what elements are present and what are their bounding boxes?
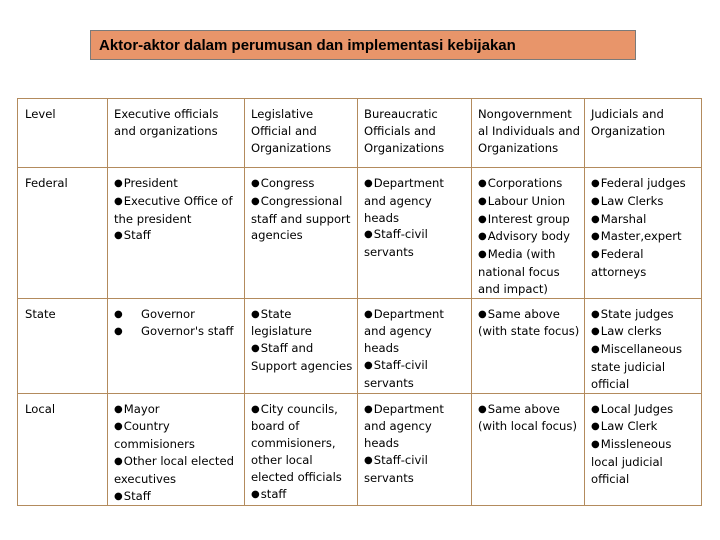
bullet-item: ● Staff — [114, 488, 241, 506]
header-level: Level — [18, 99, 108, 168]
bullet-item: ● Department and agency heads — [364, 306, 468, 357]
header-bureaucratic: Bureaucratic Officials and Organizations — [358, 99, 472, 168]
bullet-item: ● Department and agency heads — [364, 175, 468, 226]
bullet-item: ● Department and agency heads — [364, 401, 468, 452]
bullet-item: ● Federal judges — [591, 175, 698, 193]
bullet-item: ● Governor — [114, 306, 241, 324]
state-executive-cell — [108, 298, 245, 393]
bullet-item: ● Local Judges — [591, 401, 698, 419]
state-bureaucratic-cell — [358, 298, 472, 393]
bullet-item: ● Marshal — [591, 211, 698, 229]
bullet-item: ● State judges — [591, 306, 698, 324]
local-level: Local — [18, 393, 108, 506]
bullet-item: ● Staff-civil servants — [364, 357, 468, 392]
bullet-item: ● Labour Union — [478, 193, 581, 211]
bullet-item: ● Miscellaneous state judicial official — [591, 341, 698, 392]
state-legislative-cell — [245, 298, 358, 393]
state-judicials-cell — [585, 298, 702, 393]
bullet-item: ● Governor's staff — [114, 323, 241, 341]
bullet-item: ● Missleneous local judicial official — [591, 436, 698, 487]
federal-row — [18, 168, 702, 299]
bullet-item: ● Executive Office of the president — [114, 193, 241, 228]
bullet-item: ● Master,expert — [591, 228, 698, 246]
bullet-item: ● Federal attorneys — [591, 246, 698, 281]
bullet-item: ● Staff — [114, 227, 241, 245]
bullet-item: ● Mayor — [114, 401, 241, 419]
bullet-item: ● Congress — [251, 175, 354, 193]
state-nongovernment-cell — [472, 298, 585, 393]
bullet-item: ● Same above (with state focus) — [478, 306, 581, 341]
federal-legislative-cell — [245, 168, 358, 299]
bullet-item: ● President — [114, 175, 241, 193]
header-executive: Executive officials and organizations — [108, 99, 245, 168]
bullet-item: ● Other local elected executives — [114, 453, 241, 488]
state-row — [18, 298, 702, 393]
bullet-item: ● State legislature — [251, 306, 354, 341]
bullet-item: ● staff — [251, 486, 354, 504]
header-judicials: Judicials and Organization — [585, 99, 702, 168]
bullet-item: ● Interest group — [478, 211, 581, 229]
federal-judicials-cell — [585, 168, 702, 299]
bullet-item: ● Law Clerks — [591, 193, 698, 211]
actors-table — [17, 98, 702, 506]
bullet-item: ● Country commisioners — [114, 418, 241, 453]
federal-executive-cell — [108, 168, 245, 299]
state-level: State — [18, 298, 108, 393]
local-executive-cell — [108, 393, 245, 506]
bullet-item: ● Law Clerk — [591, 418, 698, 436]
bullet-item: ● Corporations — [478, 175, 581, 193]
bullet-item: ● Staff-civil servants — [364, 226, 468, 261]
bullet-item: ● Congressional staff and support agencies — [251, 193, 354, 244]
bullet-item: ● City councils, board of commisioners, other local elected officials — [251, 401, 354, 486]
local-row — [18, 393, 702, 506]
federal-bureaucratic-cell — [358, 168, 472, 299]
local-bureaucratic-cell — [358, 393, 472, 506]
federal-nongovernment-cell — [472, 168, 585, 299]
bullet-item: ● Advisory body — [478, 228, 581, 246]
local-legislative-cell — [245, 393, 358, 506]
bullet-item: ● Media (with national focus and impact) — [478, 246, 581, 297]
federal-level: Federal — [18, 168, 108, 299]
slide-title: Aktor-aktor dalam perumusan dan implementasi kebijakan — [90, 30, 636, 60]
bullet-item: ● Staff and Support agencies — [251, 340, 354, 375]
bullet-item: ● Same above (with local focus) — [478, 401, 581, 436]
bullet-item: ● Staff-civil servants — [364, 452, 468, 487]
header-nongovernment: Nongovernment al Individuals and Organizations — [472, 99, 585, 168]
header-legislative: Legislative Official and Organizations — [245, 99, 358, 168]
bullet-item: ● Law clerks — [591, 323, 698, 341]
header-row — [18, 99, 702, 168]
local-judicials-cell — [585, 393, 702, 506]
local-nongovernment-cell — [472, 393, 585, 506]
